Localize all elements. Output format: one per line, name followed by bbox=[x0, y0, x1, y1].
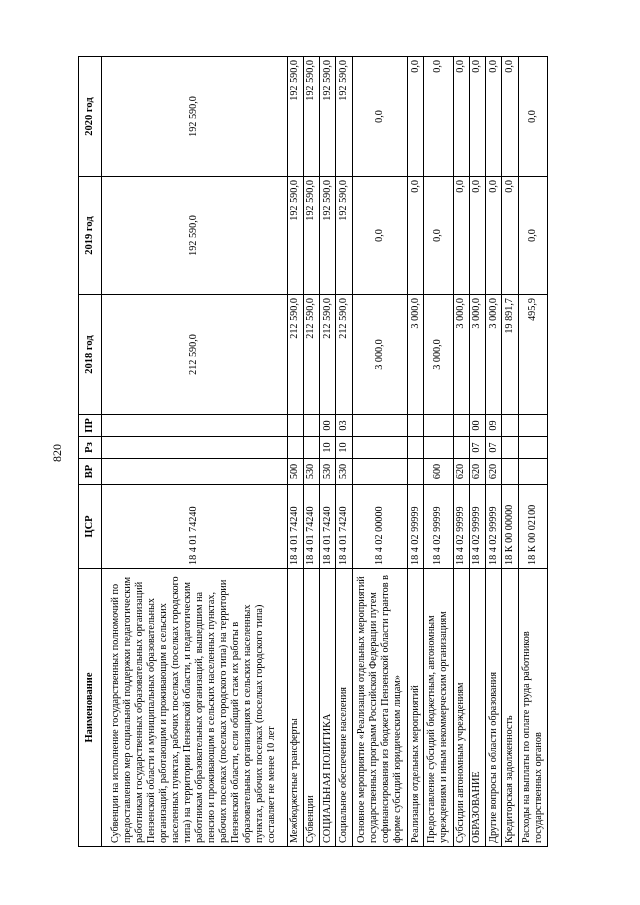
row-2018: 19 891,7 bbox=[502, 295, 518, 415]
row-csr: 18 4 01 74240 bbox=[320, 485, 336, 569]
row-vr: 620 bbox=[469, 459, 485, 485]
row-name: Субсидии автономным учреждениям bbox=[453, 569, 469, 847]
row-2018: 3 000,0 bbox=[469, 295, 485, 415]
row-vr bbox=[102, 459, 288, 485]
row-2020: 0,0 bbox=[352, 57, 407, 177]
row-2018: 3 000,0 bbox=[408, 295, 424, 415]
table-row bbox=[453, 57, 469, 847]
row-2018: 3 000,0 bbox=[486, 295, 502, 415]
table-row bbox=[408, 57, 424, 847]
row-name: Субвенции на исполнение государственных полномочий по предоставлению мер социальной поддержки педагогическим работникам государственных образовательных организаций Пензенской области и муниципальных образовательных организаций, работающим и проживающим в сельских населенных пунктах, рабочих поселках (поселках городского типа) на территории Пензенской области, и педагогическим работникам образовательных организаций, вышедшим на пенсию и проживающим в сельских населенных пунктах, рабочих поселках (поселках городского типа) на территории Пензенской области, если общий стаж их работы в образовательных организациях в сельских населенных пунктах, рабочих поселках (поселках городского типа) составляет не менее 10 лет bbox=[102, 569, 288, 847]
row-vr: 600 bbox=[424, 459, 453, 485]
row-2018: 212 590,0 bbox=[303, 295, 319, 415]
row-pr bbox=[352, 415, 407, 437]
row-2019: 192 590,0 bbox=[320, 177, 336, 295]
row-2020: 192 590,0 bbox=[320, 57, 336, 177]
row-csr: 18 4 02 99999 bbox=[486, 485, 502, 569]
row-2020: 192 590,0 bbox=[336, 57, 352, 177]
table-row bbox=[486, 57, 502, 847]
row-2020: 192 590,0 bbox=[303, 57, 319, 177]
table-row bbox=[502, 57, 518, 847]
row-csr: 18 К 00 00000 bbox=[502, 485, 518, 569]
column-header-2018: 2018 год bbox=[79, 295, 102, 415]
row-pr: 00 bbox=[469, 415, 485, 437]
row-2020: 0,0 bbox=[486, 57, 502, 177]
row-2020: 192 590,0 bbox=[102, 57, 288, 177]
row-2020: 0,0 bbox=[408, 57, 424, 177]
row-2020: 0,0 bbox=[518, 57, 547, 177]
row-vr: 530 bbox=[320, 459, 336, 485]
row-pr: 03 bbox=[336, 415, 352, 437]
row-rz: 10 bbox=[336, 437, 352, 459]
table-row bbox=[424, 57, 453, 847]
row-pr bbox=[424, 415, 453, 437]
row-name: Субвенции bbox=[303, 569, 319, 847]
row-vr: 530 bbox=[336, 459, 352, 485]
row-2018: 495,9 bbox=[518, 295, 547, 415]
row-pr: 00 bbox=[320, 415, 336, 437]
budget-table bbox=[78, 56, 548, 847]
row-csr: 18 К 00 02100 bbox=[518, 485, 547, 569]
column-header-pr: ПР bbox=[79, 415, 102, 437]
table-row bbox=[352, 57, 407, 847]
row-pr bbox=[303, 415, 319, 437]
row-rz bbox=[303, 437, 319, 459]
row-2019: 0,0 bbox=[502, 177, 518, 295]
row-2018: 3 000,0 bbox=[352, 295, 407, 415]
row-2020: 0,0 bbox=[502, 57, 518, 177]
row-2018: 212 590,0 bbox=[320, 295, 336, 415]
row-vr: 620 bbox=[453, 459, 469, 485]
row-2019: 0,0 bbox=[352, 177, 407, 295]
row-rz: 10 bbox=[320, 437, 336, 459]
row-vr: 500 bbox=[287, 459, 303, 485]
row-name: Межбюджетные трансферты bbox=[287, 569, 303, 847]
row-name: Социальное обеспечение населения bbox=[336, 569, 352, 847]
table-row bbox=[320, 57, 336, 847]
row-rz bbox=[453, 437, 469, 459]
table-row bbox=[518, 57, 547, 847]
row-2018: 212 590,0 bbox=[102, 295, 288, 415]
row-rz bbox=[102, 437, 288, 459]
row-rz bbox=[352, 437, 407, 459]
table-row bbox=[102, 57, 288, 847]
row-2018: 3 000,0 bbox=[424, 295, 453, 415]
column-header-rz: Рз bbox=[79, 437, 102, 459]
row-csr: 18 4 01 74240 bbox=[303, 485, 319, 569]
row-rz bbox=[424, 437, 453, 459]
row-name: Кредиторская задолженность bbox=[502, 569, 518, 847]
row-2019: 0,0 bbox=[469, 177, 485, 295]
row-pr bbox=[518, 415, 547, 437]
row-csr: 18 4 02 99999 bbox=[408, 485, 424, 569]
row-2020: 0,0 bbox=[453, 57, 469, 177]
row-name: Другие вопросы в области образования bbox=[486, 569, 502, 847]
row-rz bbox=[502, 437, 518, 459]
column-header-2019: 2019 год bbox=[79, 177, 102, 295]
row-csr: 18 4 02 00000 bbox=[352, 485, 407, 569]
row-pr bbox=[453, 415, 469, 437]
row-csr: 18 4 01 74240 bbox=[102, 485, 288, 569]
row-2019: 0,0 bbox=[518, 177, 547, 295]
row-2019: 0,0 bbox=[486, 177, 502, 295]
table-header-row bbox=[79, 57, 102, 847]
row-csr: 18 4 02 99999 bbox=[453, 485, 469, 569]
row-rz bbox=[518, 437, 547, 459]
row-vr: 620 bbox=[486, 459, 502, 485]
row-pr bbox=[408, 415, 424, 437]
row-rz bbox=[408, 437, 424, 459]
row-2018: 212 590,0 bbox=[287, 295, 303, 415]
row-2019: 0,0 bbox=[424, 177, 453, 295]
row-name: Предоставление субсидий бюджетным, автономным учреждениям и иным некоммерческим организациям bbox=[424, 569, 453, 847]
table-row bbox=[287, 57, 303, 847]
row-pr bbox=[287, 415, 303, 437]
row-2019: 192 590,0 bbox=[287, 177, 303, 295]
column-header-2020: 2020 год bbox=[79, 57, 102, 177]
column-header-name: Наименование bbox=[79, 569, 102, 847]
row-csr: 18 4 01 74240 bbox=[336, 485, 352, 569]
row-pr: 09 bbox=[486, 415, 502, 437]
row-2020: 0,0 bbox=[424, 57, 453, 177]
row-2020: 192 590,0 bbox=[287, 57, 303, 177]
row-csr: 18 4 02 99999 bbox=[469, 485, 485, 569]
row-pr bbox=[502, 415, 518, 437]
row-vr bbox=[352, 459, 407, 485]
row-vr bbox=[408, 459, 424, 485]
row-2018: 212 590,0 bbox=[336, 295, 352, 415]
row-rz bbox=[287, 437, 303, 459]
row-name: ОБРАЗОВАНИЕ bbox=[469, 569, 485, 847]
row-2019: 192 590,0 bbox=[303, 177, 319, 295]
column-header-vr: ВР bbox=[79, 459, 102, 485]
row-name: Основное мероприятие «Реализация отдельных мероприятий государственных программ Российской Федерации путем софинансирования из бюджета Пензенской области грантов в форме субсидий юридическим лицам» bbox=[352, 569, 407, 847]
row-2019: 192 590,0 bbox=[336, 177, 352, 295]
table-row bbox=[336, 57, 352, 847]
rotated-budget-table-sheet bbox=[78, 57, 548, 847]
row-name: Расходы на выплаты по оплате труда работников государственных органов bbox=[518, 569, 547, 847]
row-csr: 18 4 01 74240 bbox=[287, 485, 303, 569]
row-2019: 0,0 bbox=[408, 177, 424, 295]
row-2019: 192 590,0 bbox=[102, 177, 288, 295]
row-rz: 07 bbox=[486, 437, 502, 459]
table-row bbox=[469, 57, 485, 847]
row-vr bbox=[502, 459, 518, 485]
row-vr bbox=[518, 459, 547, 485]
column-header-csr: ЦСР bbox=[79, 485, 102, 569]
row-2018: 3 000,0 bbox=[453, 295, 469, 415]
table-row bbox=[303, 57, 319, 847]
row-pr bbox=[102, 415, 288, 437]
row-name: Реализация отдельных мероприятий bbox=[408, 569, 424, 847]
row-rz: 07 bbox=[469, 437, 485, 459]
row-2020: 0,0 bbox=[469, 57, 485, 177]
row-csr: 18 4 02 99999 bbox=[424, 485, 453, 569]
row-name: СОЦИАЛЬНАЯ ПОЛИТИКА bbox=[320, 569, 336, 847]
row-vr: 530 bbox=[303, 459, 319, 485]
page-number: 820 bbox=[50, 444, 64, 462]
row-2019: 0,0 bbox=[453, 177, 469, 295]
